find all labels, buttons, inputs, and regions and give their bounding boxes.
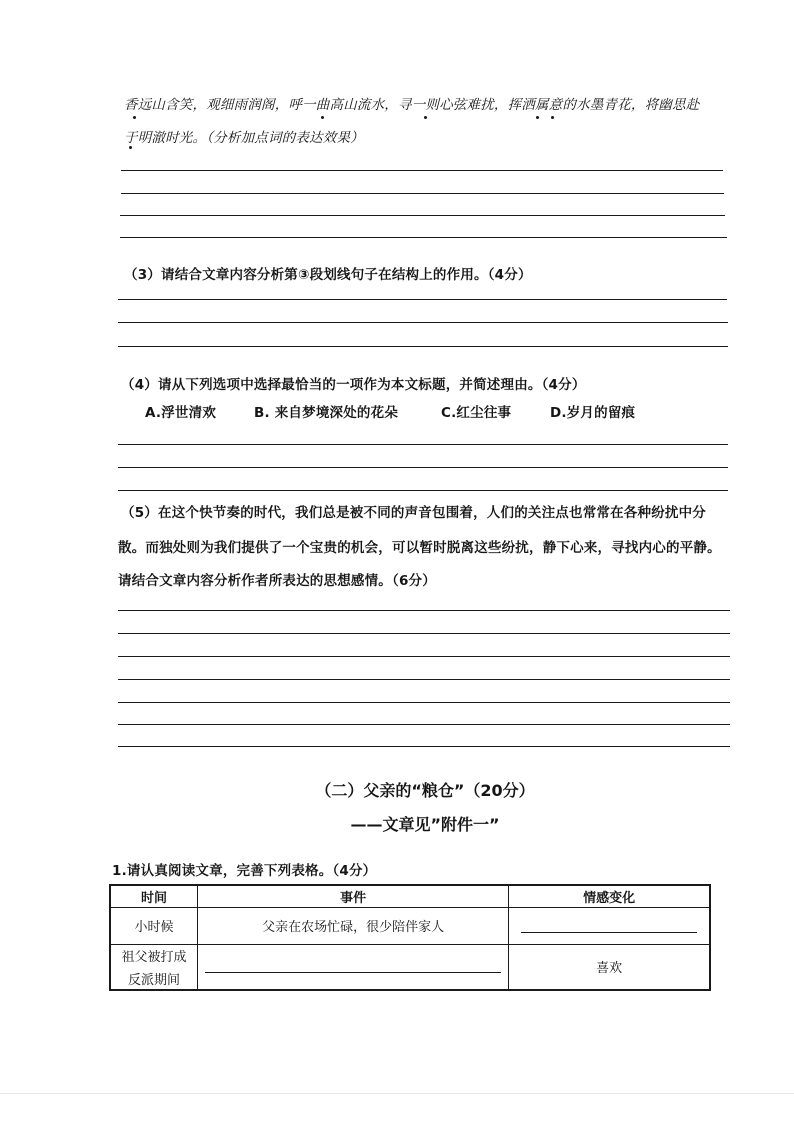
- row2-event-cell: [198, 944, 509, 990]
- answer-line[interactable]: [120, 237, 727, 238]
- q4-option-c: C.红尘往事: [441, 405, 512, 421]
- q5-prompt-line2: 散。而独处则为我们提供了一个宝贵的机会，可以暂时脱离这些纷扰，静下心来，寻找内心的平静。: [118, 540, 721, 556]
- emotion-blank[interactable]: [521, 932, 697, 933]
- q2-sentence-line2: 于明澈时光。（分析加点词的表达效果）: [124, 130, 364, 146]
- answer-line[interactable]: [121, 193, 724, 194]
- answer-line[interactable]: [118, 299, 727, 300]
- row2-emotion: 喜欢: [509, 944, 710, 990]
- row1-emotion-cell: [509, 907, 710, 944]
- row2-time-cell: [110, 944, 198, 990]
- section-subtitle: ——文章见”附件一”: [350, 815, 500, 834]
- emphasis-dot: [424, 116, 427, 119]
- emphasis-dot: [133, 116, 136, 119]
- answer-line[interactable]: [118, 702, 730, 703]
- answer-line[interactable]: [118, 633, 730, 634]
- emphasis-dot: [321, 116, 324, 119]
- row1-event: 父亲在农场忙碌，很少陪伴家人: [198, 907, 509, 944]
- answer-line[interactable]: [118, 490, 728, 491]
- answer-line[interactable]: [118, 322, 728, 323]
- table-header-row: [110, 885, 710, 907]
- row1-time: 小时候: [110, 907, 198, 944]
- q5-prompt-line1: （5）在这个快节奏的时代，我们总是被不同的声音包围着，人们的关注点也常常在各种纷扰中分: [121, 505, 706, 521]
- answer-line[interactable]: [121, 170, 723, 171]
- answer-line[interactable]: [120, 215, 725, 216]
- event-blank[interactable]: [205, 972, 501, 973]
- answer-line[interactable]: [118, 444, 728, 445]
- q5-prompt-line3: 请结合文章内容分析作者所表达的思想感情。（6分）: [118, 573, 436, 589]
- header-emotion: 情感变化: [509, 885, 710, 907]
- answer-line[interactable]: [118, 746, 730, 747]
- answer-line[interactable]: [118, 724, 730, 725]
- answer-line[interactable]: [118, 656, 730, 657]
- table-question-prompt: 1.请认真阅读文章，完善下列表格。（4分）: [112, 863, 377, 879]
- answer-line[interactable]: [118, 467, 728, 468]
- q4-prompt: （4）请从下列选项中选择最恰当的一项作为本文标题，并简述理由。（4分）: [121, 377, 586, 393]
- answer-table: [109, 884, 711, 991]
- q3-prompt: （3）请结合文章内容分析第③段划线句子在结构上的作用。（4分）: [124, 267, 532, 283]
- table-row: [110, 907, 710, 944]
- row2-time-line2: 反派期间: [128, 972, 181, 988]
- header-event: 事件: [198, 885, 509, 907]
- section-title: （二）父亲的“粮仓”（20分）: [315, 781, 535, 800]
- table-row: [110, 944, 710, 990]
- q4-option-b: B. 来自梦境深处的花朵: [254, 405, 399, 421]
- q4-option-d: D.岁月的留痕: [550, 405, 636, 421]
- emphasis-dot: [551, 116, 554, 119]
- header-time: 时间: [110, 885, 198, 907]
- page-bottom-divider: [0, 1093, 794, 1094]
- row2-time-line1: 祖父被打成: [121, 949, 187, 965]
- answer-line[interactable]: [118, 346, 728, 347]
- q2-sentence-line1: 香远山含笑，观细雨润阁，呼一曲高山流水，寻一则心弦难扰，挥洒属意的水墨青花，将幽思赴: [124, 97, 700, 113]
- answer-line[interactable]: [118, 679, 730, 680]
- answer-line[interactable]: [118, 610, 730, 611]
- q4-option-a: A.浮世清欢: [145, 405, 217, 421]
- emphasis-dot: [536, 116, 539, 119]
